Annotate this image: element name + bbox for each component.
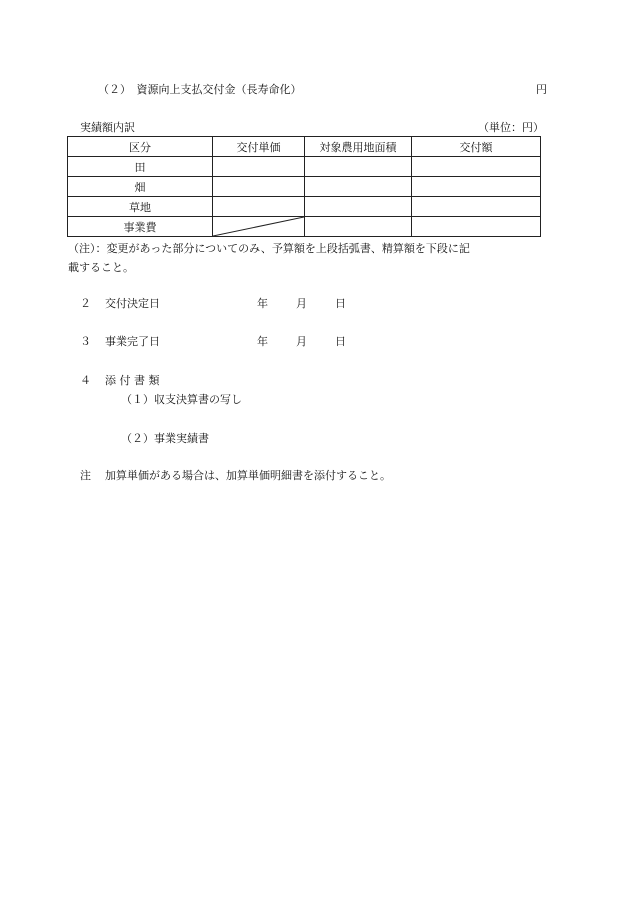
diagonal-line <box>213 217 304 236</box>
item-3-year: 年 <box>257 335 268 348</box>
item-2-number: ２ <box>80 297 91 310</box>
row-label: 草地 <box>68 197 213 217</box>
unit-price-cell <box>213 157 305 177</box>
item-2-month: 月 <box>296 297 307 310</box>
row-label: 田 <box>68 157 213 177</box>
item-4-label: 添 付 書 類 <box>105 374 160 387</box>
area-cell <box>305 197 412 217</box>
unit-price-cell <box>213 177 305 197</box>
header-area: 対象農用地面積 <box>305 137 412 157</box>
item-3-label: 事業完了日 <box>105 335 160 348</box>
table-row <box>68 197 541 217</box>
unit-price-cell <box>213 197 305 217</box>
diagonal-cell <box>213 217 305 237</box>
breakdown-unit: （単位：円） <box>478 121 544 134</box>
area-cell <box>305 217 412 237</box>
attachment-item: （２）事業実績書 <box>121 432 209 445</box>
table-header-row <box>68 137 541 157</box>
table-row <box>68 217 541 237</box>
note-2-mark: 注 <box>80 469 91 482</box>
item-4-number: ４ <box>80 374 91 387</box>
amount-cell <box>412 177 541 197</box>
breakdown-title: 実績額内訳 <box>80 121 135 134</box>
amount-cell <box>412 157 541 177</box>
row-label: 事業費 <box>68 217 213 237</box>
row-label: 畑 <box>68 177 213 197</box>
item-3-month: 月 <box>296 335 307 348</box>
table-row <box>68 157 541 177</box>
area-cell <box>305 177 412 197</box>
subsidy-unit: 円 <box>536 83 547 96</box>
note-line-2: 載すること。 <box>68 261 134 274</box>
subsidy-heading: （２） 資源向上支払交付金（長寿命化） <box>98 83 302 96</box>
item-2-year: 年 <box>257 297 268 310</box>
header-category: 区分 <box>68 137 213 157</box>
note-2-text: 加算単価がある場合は、加算単価明細書を添付すること。 <box>105 469 391 482</box>
item-2-day: 日 <box>335 297 346 310</box>
item-3-day: 日 <box>335 335 346 348</box>
attachment-item: （１）収支決算書の写し <box>121 393 242 406</box>
amount-cell <box>412 197 541 217</box>
header-unit-price: 交付単価 <box>213 137 305 157</box>
area-cell <box>305 157 412 177</box>
note-line-1: （注）：変更があった部分についてのみ、予算額を上段括弧書、精算額を下段に記 <box>68 242 470 255</box>
item-2-label: 交付決定日 <box>105 297 160 310</box>
item-3-number: ３ <box>80 335 91 348</box>
breakdown-table <box>67 136 541 237</box>
header-amount: 交付額 <box>412 137 541 157</box>
table-row <box>68 177 541 197</box>
amount-cell <box>412 217 541 237</box>
